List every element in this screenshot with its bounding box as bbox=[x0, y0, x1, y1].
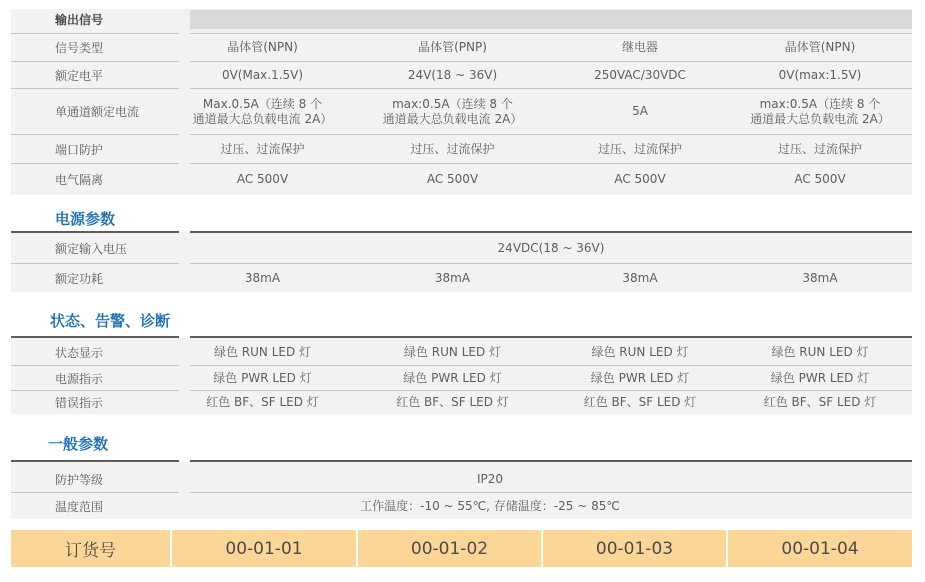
rated-input-value: 24VDC(18 ~ 36V) bbox=[497, 241, 605, 255]
signal-type-cell: 晶体管(NPN) bbox=[227, 40, 298, 54]
row-label-signal-type: 信号类型 bbox=[55, 41, 104, 55]
order-code: 00-01-04 bbox=[728, 530, 912, 567]
status-display-cell: 绿色 RUN LED 灯 bbox=[213, 345, 312, 359]
power-indicator-cell: 绿色 PWR LED 灯 bbox=[770, 370, 870, 385]
divider bbox=[11, 460, 179, 462]
divider bbox=[11, 231, 179, 233]
row-label-status-display: 状态显示 bbox=[55, 346, 104, 360]
error-indicator-cell: 红色 BF、SF LED 灯 bbox=[206, 395, 319, 409]
row-label-error-indicator: 错误指示 bbox=[55, 396, 104, 410]
isolation-cell: AC 500V bbox=[614, 172, 666, 186]
rated-power-cell: 38mA bbox=[434, 270, 471, 285]
section-title-status: 状态、告警、诊断 bbox=[50, 312, 171, 330]
signal-type-cell: 晶体管(NPN) bbox=[784, 40, 856, 54]
status-display-cell: 绿色 RUN LED 灯 bbox=[403, 345, 502, 359]
divider bbox=[11, 336, 179, 338]
row-label-rated-input: 额定输入电压 bbox=[55, 242, 128, 256]
temperature-value: 工作温度：-10 ~ 55℃, 存储温度：-25 ~ 85℃ bbox=[360, 498, 620, 513]
port-protection-cell: 过压、过流保护 bbox=[410, 141, 495, 156]
power-indicator-cell: 绿色 PWR LED 灯 bbox=[590, 370, 690, 385]
channel-current-cell: max:0.5A（连续 8 个 通道最大总负载电流 2A） bbox=[750, 96, 890, 126]
divider bbox=[190, 336, 912, 338]
channel-current-cell: max:0.5A（连续 8 个 通道最大总负载电流 2A） bbox=[382, 96, 523, 126]
signal-type-cell: 继电器 bbox=[621, 40, 658, 54]
status-display-cell: 绿色 RUN LED 灯 bbox=[771, 345, 869, 359]
section-title-general: 一般参数 bbox=[48, 435, 109, 453]
row-label-power-indicator: 电源指示 bbox=[55, 371, 104, 386]
row-label-protection: 防护等级 bbox=[55, 472, 104, 487]
protection-value: IP20 bbox=[476, 471, 504, 486]
rated-power-cell: 38mA bbox=[802, 270, 838, 285]
row-label-rated-power: 额定功耗 bbox=[55, 271, 104, 286]
output-signal-header-bar bbox=[190, 10, 912, 29]
power-indicator-cell: 绿色 PWR LED 灯 bbox=[403, 370, 502, 385]
port-protection-cell: 过压、过流保护 bbox=[597, 141, 682, 156]
row-label-port-protection: 端口防护 bbox=[55, 142, 104, 157]
isolation-cell: AC 500V bbox=[426, 172, 479, 186]
channel-current-cell: 5A bbox=[632, 104, 648, 118]
row-label-rated-level: 额定电平 bbox=[55, 68, 104, 83]
order-code: 00-01-03 bbox=[543, 530, 726, 567]
order-code: 00-01-02 bbox=[358, 530, 541, 567]
error-indicator-cell: 红色 BF、SF LED 灯 bbox=[763, 395, 877, 409]
port-protection-cell: 过压、过流保护 bbox=[777, 141, 862, 156]
signal-type-cell: 晶体管(PNP) bbox=[418, 40, 487, 54]
rated-level-cell: 24V(18 ~ 36V) bbox=[407, 67, 498, 82]
order-code: 00-01-01 bbox=[172, 530, 356, 567]
rated-power-cell: 38mA bbox=[244, 270, 281, 285]
rated-power-cell: 38mA bbox=[622, 270, 658, 285]
port-protection-cell: 过压、过流保护 bbox=[220, 141, 305, 156]
error-indicator-cell: 红色 BF、SF LED 灯 bbox=[583, 395, 697, 409]
output-signal-header-label: 输出信号 bbox=[55, 13, 104, 27]
power-indicator-cell: 绿色 PWR LED 灯 bbox=[213, 370, 312, 385]
isolation-cell: AC 500V bbox=[236, 172, 289, 186]
channel-current-cell: Max.0.5A（连续 8 个 通道最大总负载电流 2A） bbox=[192, 96, 333, 126]
isolation-cell: AC 500V bbox=[794, 172, 846, 186]
error-indicator-cell: 红色 BF、SF LED 灯 bbox=[396, 395, 509, 409]
status-display-cell: 绿色 RUN LED 灯 bbox=[591, 345, 689, 359]
order-label: 订货号 bbox=[11, 530, 170, 567]
rated-level-cell: 0V(Max.1.5V) bbox=[221, 67, 304, 82]
divider bbox=[190, 460, 912, 462]
rated-level-cell: 0V(max:1.5V) bbox=[778, 67, 862, 82]
divider bbox=[190, 231, 912, 233]
section-title-power: 电源参数 bbox=[55, 210, 116, 228]
row-label-temperature: 温度范围 bbox=[55, 499, 104, 514]
rated-level-cell: 250VAC/30VDC bbox=[594, 67, 686, 82]
row-label-isolation: 电气隔离 bbox=[55, 173, 104, 187]
row-label-channel-current: 单通道额定电流 bbox=[55, 105, 140, 119]
